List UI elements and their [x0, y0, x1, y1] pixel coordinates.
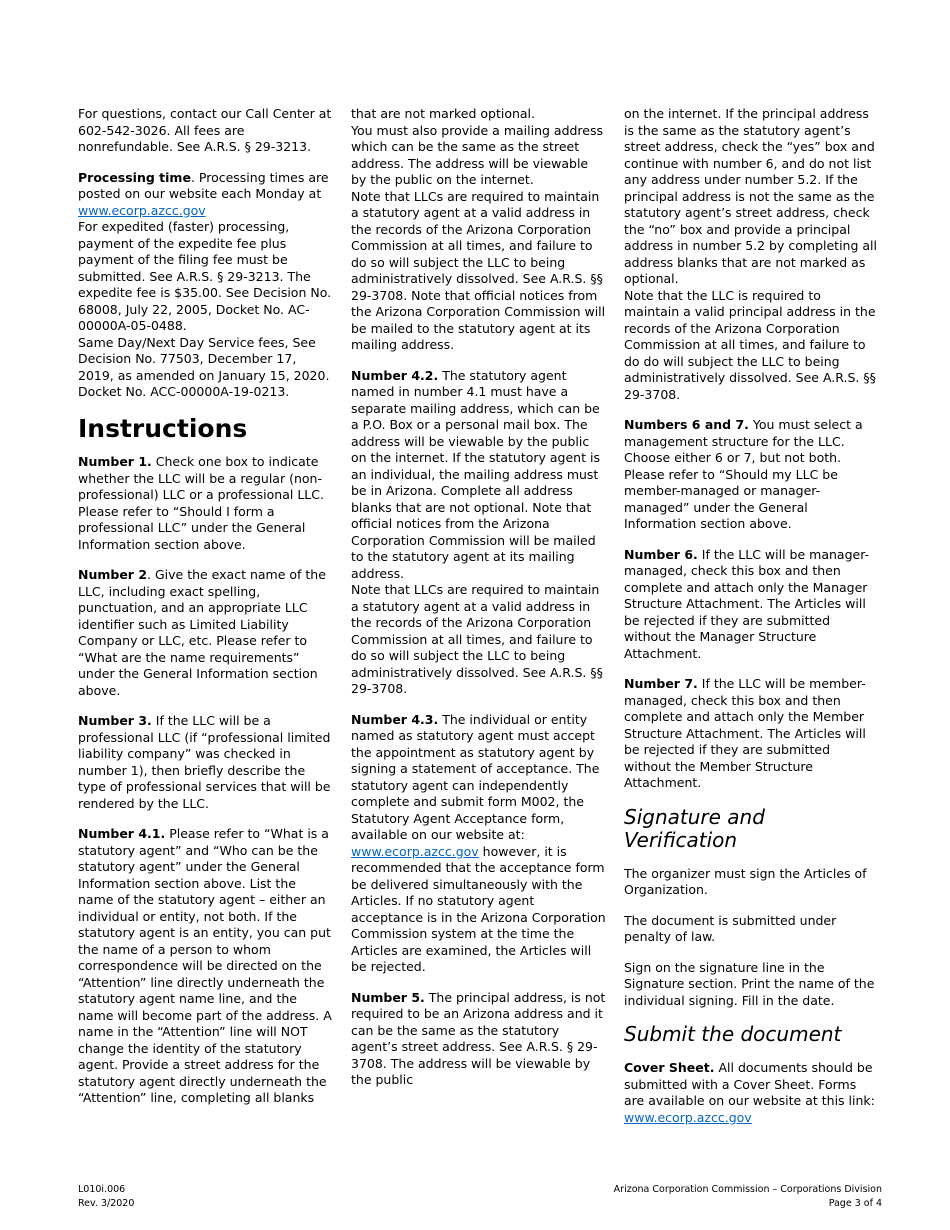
- bold-lead-in: Number 4.1.: [78, 826, 166, 841]
- text-run: Please refer to “What is a statutory agent” and “Who can be the statutory agent” under the General Information section above. List the name of the statutory agent – either an individual or entity, not both. If the statutory agent is an entity, you can put the name of a person to whom correspondence will be directed on the “Attention” line directly underneath the statutory agent name line, and the name will become part of the address. A name in the “Attention” line will NOT change the identity of the statutory agent. Provide a street address for the statutory agent directly underneath the “Attention” line, completing all blanks: [78, 826, 332, 1105]
- text-run: The document is submitted under penalty of law.: [624, 912, 837, 944]
- text-run: however, it is recommended that the acceptance form be delivered simultaneously with the Articles. If no statutory agent acceptance is in the Arizona Corporation Commission system at the time the Articles are examined, the Articles will be rejected.: [351, 843, 606, 974]
- paragraph: [351, 990, 607, 1089]
- text-run: If the LLC will be manager-managed, check this box and then complete and attach only the Manager Structure Attachment. The Articles will be rejected if they are submitted without the Manager Structure Attachment.: [624, 546, 870, 661]
- text-run: For questions, contact our Call Center at 602-542-3026. All fees are nonrefundable. See A.R.S. § 29-3213.: [78, 106, 332, 154]
- text-run: on the internet. If the principal address is the same as the statutory agent’s street address, check the “yes” box and continue with number 6, and do not list any address under number 5.2. If the principal address is not the same as the statutory agent’s street address, check the “no” box and provide a principal address in number 5.2 by completing all address blanks that are not marked as optional.: [624, 106, 877, 286]
- paragraph: [624, 866, 880, 899]
- paragraph: [78, 170, 334, 401]
- footer-right: [614, 1183, 882, 1210]
- text-run: The organizer must sign the Articles of Organization.: [624, 865, 867, 897]
- text-run: Note that LLCs are required to maintain a statutory agent at a valid address in the records of the Arizona Corporation Commission at all times, and failure to do so will subject the LLC to being administratively dissolved. See A.R.S. §§ 29-3708. Note that official notices from the Arizona Corporation Commission will be mailed to the statutory agent at its mailing address.: [351, 188, 606, 352]
- paragraph: [624, 960, 880, 1010]
- paragraph: [624, 676, 880, 792]
- website-link[interactable]: www.ecorp.azcc.gov: [78, 202, 206, 218]
- form-number: L010i.006: [78, 1184, 126, 1196]
- bold-lead-in: Number 4.2.: [351, 367, 439, 383]
- page-number: Page 3 of 4: [828, 1197, 882, 1209]
- paragraph: [624, 417, 880, 533]
- bold-lead-in: Processing time: [78, 169, 191, 185]
- paragraph: [351, 106, 607, 354]
- bold-lead-in: Cover Sheet.: [624, 1060, 715, 1075]
- text-run: . Give the exact name of the LLC, including exact spelling, punctuation, and an appropriate LLC identifier such as Limited Liability Company or LLC, etc. Please refer to “What are the name requirements” under the General Information section above.: [78, 567, 326, 698]
- paragraph: [351, 368, 607, 698]
- text-run: Check one box to indicate whether the LLC will be a regular (non-professional) LLC or a professional LLC. Please refer to “Should I form a professional LLC” under the General Information section above.: [78, 454, 324, 552]
- bold-lead-in: Number 6.: [624, 546, 698, 562]
- text-run: For expedited (faster) processing, payment of the expedite fee plus payment of the filing fee must be submitted. See A.R.S. § 29-3213. The expedite fee is $35.00. See Decision No. 68008, July 22, 2005, Docket No. AC-00000A-05-0488.: [78, 219, 332, 333]
- text-run: If the LLC will be a professional LLC (if “professional limited liability company” was checked in number 1), then briefly describe the type of professional services that will be rendered by the LLC.: [78, 713, 331, 811]
- text-run: The individual or entity named as statutory agent must accept the appointment as statutory agent by signing a statement of acceptance. The statutory agent can independently complete and submit form M002, the Statutory Agent Acceptance form, available on our website at:: [351, 711, 600, 842]
- bold-lead-in: Number 1.: [78, 454, 152, 469]
- text-column-1: [78, 106, 334, 1140]
- text-run: The principal address, is not required to be an Arizona address and it can be the same as the statutory agent’s street address. See A.R.S. § 29-3708. The address will be viewable by the public: [351, 989, 606, 1087]
- text-run: The statutory agent named in number 4.1 must have a separate mailing address, which can be a P.O. Box or a personal mail box. The address will be viewable by the public on the internet. If the statutory agent is an individual, the mailing address must be in Arizona. Complete all address blanks that are not optional. Note that official notices from the Arizona Corporation Commission will be mailed to the statutory agent at its mailing address.: [351, 367, 600, 581]
- text-run: You must also provide a mailing address which can be the same as the street address. The address will be viewable by the public on the internet.: [351, 122, 604, 187]
- text-run: All documents should be submitted with a Cover Sheet. Forms are available on our website at this link:: [624, 1060, 875, 1108]
- website-link[interactable]: www.ecorp.azcc.gov: [624, 1109, 752, 1125]
- paragraph: [78, 454, 334, 553]
- text-run: If the LLC will be member-managed, check this box and then complete and attach only the Member Structure Attachment. The Articles will be rejected if they are submitted without the Member Structure Attachment.: [624, 676, 866, 790]
- paragraph: [624, 106, 880, 403]
- revision-date: Rev. 3/2020: [78, 1197, 135, 1209]
- bold-lead-in: Numbers 6 and 7.: [624, 417, 749, 432]
- text-run: You must select a management structure for the LLC. Choose either 6 or 7, but not both. Please refer to “Should my LLC be member-managed or manager-managed” under the General Information section above.: [624, 417, 863, 531]
- paragraph: [624, 913, 880, 946]
- bold-lead-in: Number 5.: [351, 989, 425, 1005]
- agency-name: Arizona Corporation Commission – Corporations Division: [613, 1184, 882, 1196]
- text-run: that are not marked optional.: [351, 106, 535, 121]
- text-column-3: [624, 106, 880, 1140]
- paragraph: [78, 106, 334, 156]
- instructions-heading: Instructions: [78, 413, 248, 443]
- paragraph: [624, 547, 880, 663]
- bold-lead-in: Number 3.: [78, 713, 152, 728]
- paragraph: [624, 1060, 880, 1126]
- bold-lead-in: Number 7.: [624, 676, 698, 691]
- submit-the-document-heading: Submit the document: [624, 1022, 842, 1046]
- text-run: Same Day/Next Day Service fees, See Decision No. 77503, December 17, 2019, as amended on January 15, 2020. Docket No. ACC-00000A-19-0213.: [78, 334, 330, 399]
- footer-left: [78, 1183, 134, 1210]
- bold-lead-in: Number 4.3.: [351, 711, 439, 727]
- bold-lead-in: Number 2: [78, 567, 148, 582]
- paragraph: [78, 826, 334, 1107]
- signature-and-verification-heading: Signature and Verification: [624, 804, 765, 852]
- text-column-2: [351, 106, 607, 1140]
- text-run: . Processing times are posted on our website each Monday at: [78, 169, 329, 201]
- paragraph: [351, 712, 607, 976]
- text-run: Sign on the signature line in the Signature section. Print the name of the individual signing. Fill in the date.: [624, 959, 875, 1008]
- page-footer: [78, 1183, 882, 1210]
- document-body: [78, 106, 880, 1140]
- paragraph: [78, 713, 334, 812]
- paragraph: [78, 567, 334, 699]
- text-run: Note that the LLC is required to maintain a valid principal address in the records of the Arizona Corporation Commission at all times, and failure to do do will subject the LLC to being administratively dissolved. See A.R.S. §§ 29-3708.: [624, 287, 876, 402]
- website-link[interactable]: www.ecorp.azcc.gov: [351, 843, 479, 859]
- text-run: Note that LLCs are required to maintain a statutory agent at a valid address in the records of the Arizona Corporation Commission at all times, and failure to do so will subject the LLC to being administratively dissolved. See A.R.S. §§ 29-3708.: [351, 582, 603, 696]
